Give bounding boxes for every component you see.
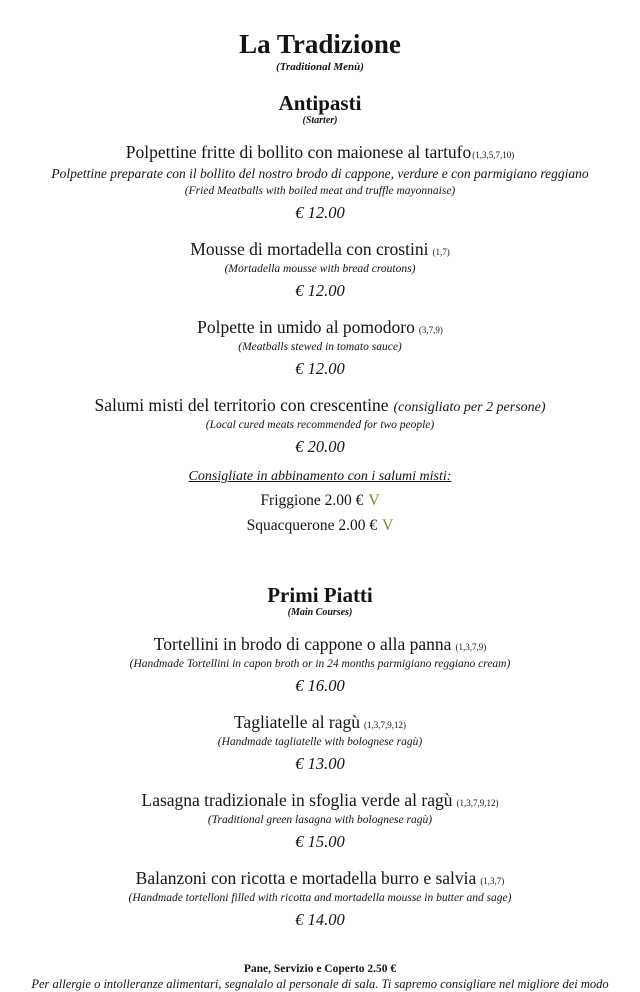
item-desc-it: Polpettine preparate con il bollito del nostro brodo di cappone, verdure e con parmigiano reggiano (51, 166, 589, 182)
item-title-line (0, 317, 640, 338)
item-title-line (0, 395, 640, 416)
menu-item (0, 395, 640, 457)
item-title-line (0, 634, 640, 655)
item-title-line (0, 868, 640, 889)
item-price: € 12.00 (295, 281, 345, 301)
section-subtitle: (Starter) (302, 115, 338, 127)
item-title: Salumi misti del territorio con crescentine (94, 395, 389, 416)
item-allergens: (1,3,7,9,12) (364, 720, 407, 731)
menu-item (0, 317, 640, 379)
item-title-line (0, 712, 640, 733)
item-price: € 20.00 (295, 437, 345, 457)
item-price: € 15.00 (295, 832, 345, 852)
item-title: Tortellini in brodo di cappone o alla panna (153, 634, 452, 655)
item-price: € 14.00 (295, 910, 345, 930)
section-antipasti (0, 92, 640, 535)
item-title: Polpettine fritte di bollito con maionese al tartufo (125, 142, 472, 163)
item-allergens: (1,3,5,7,10) (472, 150, 515, 161)
item-desc-en: (Mortadella mousse with bread croutons) (224, 263, 416, 276)
menu-item (0, 868, 640, 930)
menu-item (0, 239, 640, 301)
item-title-line (0, 239, 640, 260)
item-desc-en: (Meatballs stewed in tomato sauce) (238, 341, 402, 354)
item-desc-en: (Handmade tortelloni filled with ricotta and mortadella mousse in butter and sage) (128, 892, 512, 905)
item-title-line (0, 790, 640, 811)
item-title-line (0, 142, 640, 163)
section-title: Antipasti (278, 91, 362, 116)
item-price: € 13.00 (295, 754, 345, 774)
footer-cover-charge: Pane, Servizio e Coperto 2.50 € (243, 963, 397, 976)
item-desc-en: (Traditional green lasagna with bolognese ragù) (207, 814, 433, 827)
footer (0, 963, 640, 992)
pairing-heading: Consigliate in abbinamento con i salumi misti: (188, 469, 452, 485)
item-note: (consigliato per 2 persone) (393, 400, 546, 416)
item-title: Mousse di mortadella con crostini (190, 239, 429, 260)
item-price: € 12.00 (295, 203, 345, 223)
vegan-mark: V (382, 517, 394, 535)
menu-item (0, 142, 640, 223)
item-allergens: (1,7) (432, 247, 450, 258)
menu-item (0, 634, 640, 696)
item-title: Lasagna tradizionale in sfoglia verde al ragù (141, 790, 453, 811)
pairing-label: Friggione 2.00 € (260, 492, 364, 510)
page-title: La Tradizione (239, 29, 401, 59)
item-title: Tagliatelle al ragù (233, 712, 361, 733)
pairing-option (0, 517, 640, 535)
item-desc-en: (Handmade tagliatelle with bolognese ragù) (217, 736, 423, 749)
item-desc-en: (Handmade Tortellini in capon broth or in 24 months parmigiano reggiano cream) (129, 658, 511, 671)
section-subtitle: (Main Courses) (287, 607, 353, 619)
item-price: € 16.00 (295, 676, 345, 696)
section-title: Primi Piatti (267, 583, 373, 608)
item-desc-en: (Fried Meatballs with boiled meat and truffle mayonnaise) (184, 185, 456, 198)
item-price: € 12.00 (295, 359, 345, 379)
pairing-option (0, 492, 640, 510)
item-allergens: (1,3,7,9,12) (456, 798, 499, 809)
footer-allergy-note: Per allergie o intolleranze alimentari, segnalalo al personale di sala. Ti sapremo consigliare nel migliore dei modo (31, 977, 609, 992)
vegan-mark: V (368, 492, 380, 510)
item-allergens: (1,3,7,9) (455, 642, 487, 653)
item-title: Balanzoni con ricotta e mortadella burro e salvia (135, 868, 477, 889)
item-title: Polpette in umido al pomodoro (197, 317, 415, 338)
section-primi-piatti (0, 584, 640, 930)
menu-item (0, 790, 640, 852)
item-desc-en: (Local cured meats recommended for two people) (205, 419, 435, 432)
menu-item (0, 712, 640, 774)
item-allergens: (3,7,9) (418, 325, 443, 336)
item-allergens: (1,3,7) (480, 876, 505, 887)
pairing-label: Squacquerone 2.00 € (246, 517, 378, 535)
page-subtitle: (Traditional Menù) (276, 61, 364, 74)
